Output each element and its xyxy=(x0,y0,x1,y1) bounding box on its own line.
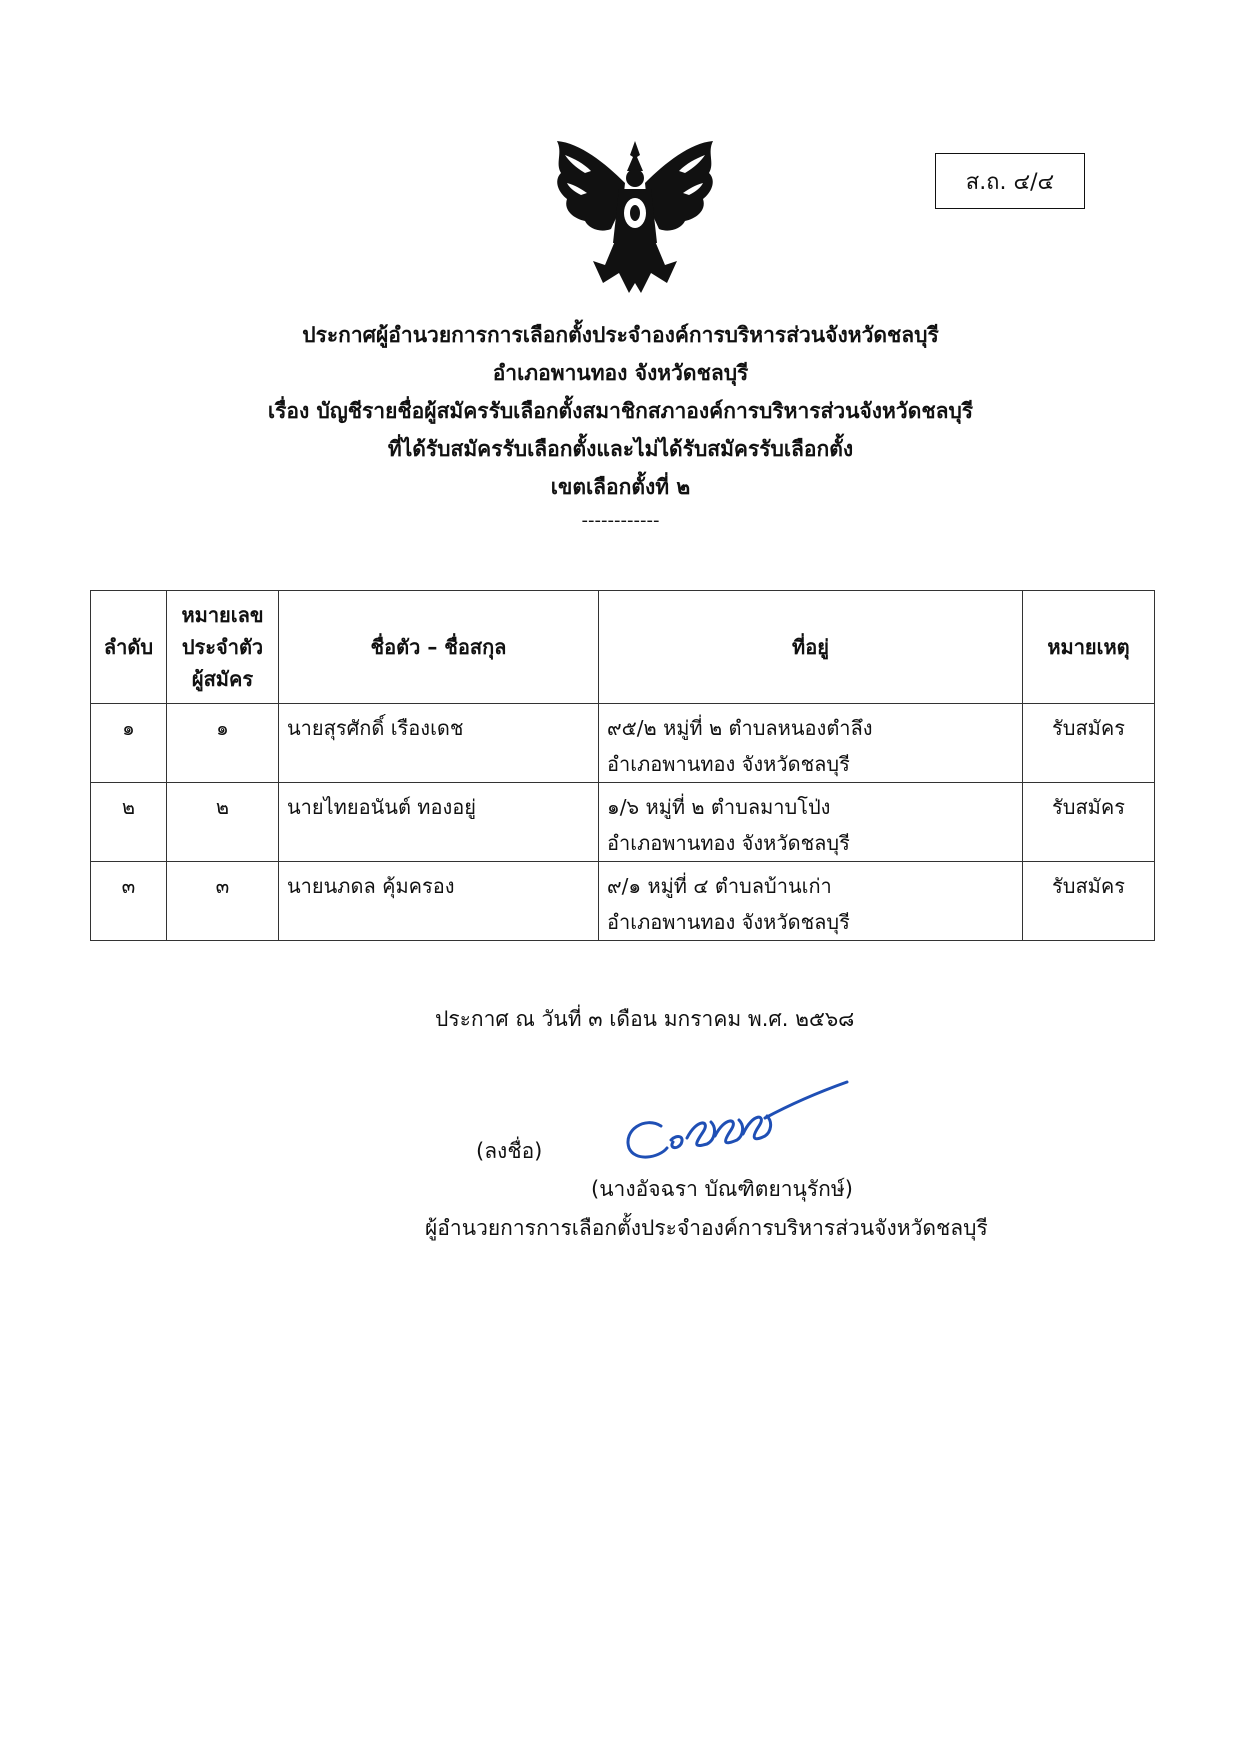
address-line-2: อำเภอพานทอง จังหวัดชลบุรี xyxy=(607,752,850,776)
header-remark: หมายเหตุ xyxy=(1023,591,1155,704)
heading-subject: เรื่อง บัญชีรายชื่อผู้สมัครรับเลือกตั้งสมาชิกสภาองค์การบริหารส่วนจังหวัดชลบุรี xyxy=(267,399,974,423)
header-candidate-number xyxy=(167,591,279,704)
cell-name: นายไทยอนันต์ ทองอยู่ xyxy=(279,783,599,862)
address-line-2: อำเภอพานทอง จังหวัดชลบุรี xyxy=(607,831,850,855)
announcement-heading xyxy=(0,316,1241,536)
heading-line-4: ที่ได้รับสมัครรับเลือกตั้งและไม่ได้รับสมัครรับเลือกตั้ง xyxy=(387,437,854,461)
cell-address xyxy=(599,783,1023,862)
cell-order: ๒ xyxy=(91,783,167,862)
table-row xyxy=(91,704,1155,783)
address-line-2: อำเภอพานทอง จังหวัดชลบุรี xyxy=(607,910,850,934)
address-line-1: ๙๕/๒ หมู่ที่ ๒ ตำบลหนองตำลึง xyxy=(607,716,873,740)
signer-title: ผู้อำนวยการการเลือกตั้งประจำองค์การบริหารส่วนจังหวัดชลบุรี xyxy=(425,1216,988,1240)
header-address: ที่อยู่ xyxy=(599,591,1023,704)
cell-number: ๒ xyxy=(167,783,279,862)
form-code: ส.ถ. ๔/๔ xyxy=(965,169,1055,195)
header-candidate-number-line-3: ผู้สมัคร xyxy=(191,667,254,691)
form-code-box xyxy=(935,153,1085,209)
heading-district: เขตเลือกตั้งที่ ๒ xyxy=(550,475,691,499)
cell-number: ๓ xyxy=(167,862,279,941)
cell-order: ๓ xyxy=(91,862,167,941)
heading-divider: ------------ xyxy=(581,510,660,531)
cell-remark: รับสมัคร xyxy=(1023,704,1155,783)
table-row xyxy=(91,862,1155,941)
cell-number: ๑ xyxy=(167,704,279,783)
signature-label: (ลงชื่อ) xyxy=(476,1139,543,1163)
address-line-1: ๙/๑ หมู่ที่ ๔ ตำบลบ้านเก่า xyxy=(607,874,832,898)
cell-address xyxy=(599,862,1023,941)
signer-name: (นางอัจฉรา บัณฑิตยานุรักษ์) xyxy=(591,1177,853,1201)
cell-address xyxy=(599,704,1023,783)
table-header-row xyxy=(91,591,1155,704)
cell-remark: รับสมัคร xyxy=(1023,862,1155,941)
cell-remark: รับสมัคร xyxy=(1023,783,1155,862)
cell-name: นายสุรศักดิ์ เรืองเดช xyxy=(279,704,599,783)
heading-line-2: อำเภอพานทอง จังหวัดชลบุรี xyxy=(492,361,749,385)
announcement-date: ประกาศ ณ วันที่ ๓ เดือน มกราคม พ.ศ. ๒๕๖๘ xyxy=(435,1007,855,1031)
cell-order: ๑ xyxy=(91,704,167,783)
candidate-table xyxy=(90,590,1155,941)
header-order: ลำดับ xyxy=(91,591,167,704)
address-line-1: ๑/๖ หมู่ที่ ๒ ตำบลมาบโป่ง xyxy=(607,795,831,819)
cell-name: นายนภดล คุ้มครอง xyxy=(279,862,599,941)
signature-image xyxy=(615,1078,855,1168)
garuda-emblem-icon xyxy=(545,133,725,303)
heading-line-1: ประกาศผู้อำนวยการการเลือกตั้งประจำองค์การบริหารส่วนจังหวัดชลบุรี xyxy=(302,323,939,347)
header-name: ชื่อตัว – ชื่อสกุล xyxy=(279,591,599,704)
header-candidate-number-line-1: หมายเลข xyxy=(181,603,264,627)
header-candidate-number-line-2: ประจำตัว xyxy=(181,635,264,659)
table-row xyxy=(91,783,1155,862)
